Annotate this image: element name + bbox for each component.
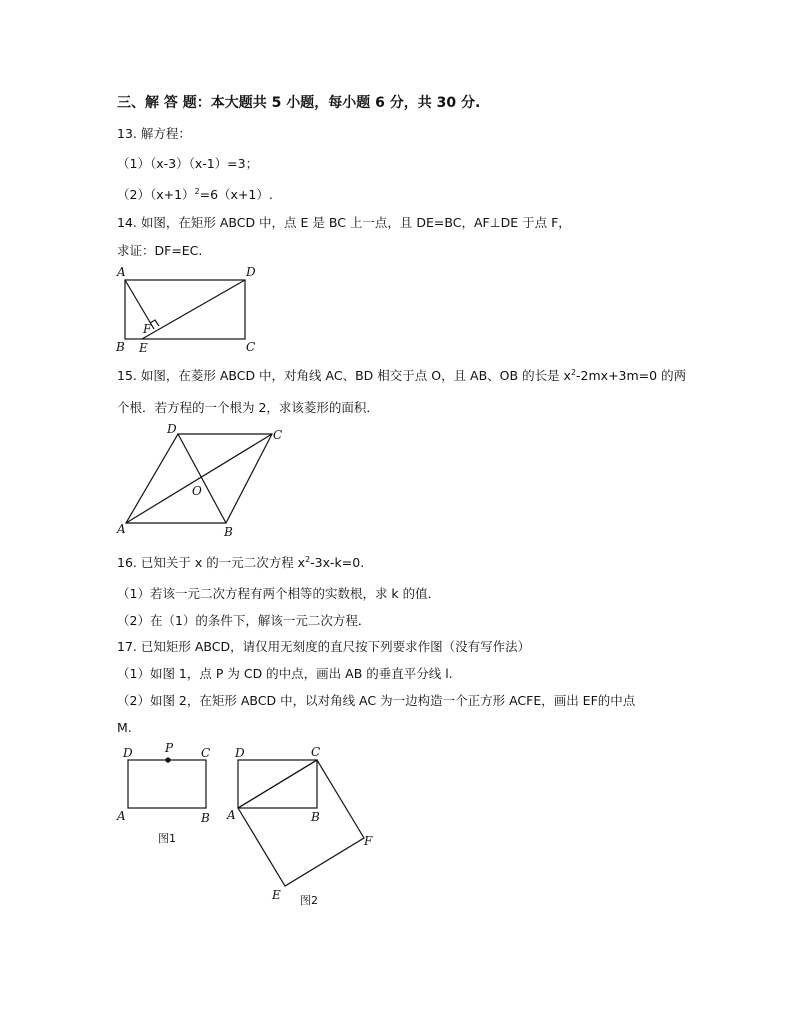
q17-part2: （2）如图 2，在矩形 ABCD 中，以对角线 AC 为一边构造一个正方形 ACFE，画出 EF的中点 <box>117 693 636 708</box>
q16-stem-post: -3x-k=0. <box>310 555 365 570</box>
q15-stem-post: -2mx+3m=0 的两 <box>576 368 687 383</box>
q16-part2: （2）在（1）的条件下，解该一元二次方程． <box>117 613 371 628</box>
q17-part1: （1）如图 1，点 P 为 CD 的中点，画出 AB 的垂直平分线 l. <box>117 666 453 681</box>
q14-label-f: F <box>143 322 152 336</box>
q13-part2-sup: 2 <box>194 186 200 196</box>
fig1-caption: 图1 <box>158 832 176 845</box>
q13-part1: （1）（x-3）（x-1）=3； <box>117 156 259 171</box>
fig2-caption: 图2 <box>300 894 318 907</box>
fig2-label-f: F <box>364 834 373 848</box>
q14-label-e: E <box>139 341 148 355</box>
fig1-label-a: A <box>117 809 126 823</box>
q15-stem-pre: 15. 如图，在菱形 ABCD 中，对角线 AC、BD 相交于点 O，且 AB、OB 的长是 x <box>117 368 571 383</box>
fig2-square-acfe <box>238 760 364 886</box>
q15-label-d: D <box>167 422 177 436</box>
fig1-label-b: B <box>201 811 210 825</box>
q13-part2-pre: （2）（x+1） <box>117 187 195 202</box>
q13-stem: 13. 解方程： <box>117 126 191 141</box>
q14-label-b: B <box>116 340 125 354</box>
fig2-label-c: C <box>311 745 321 759</box>
fig1-label-c: C <box>201 746 211 760</box>
section-title: 三、解 答 题：本大题共 5 小题，每小题 6 分，共 30 分. <box>117 95 481 111</box>
fig1-label-d: D <box>123 746 133 760</box>
q14-label-a: A <box>117 265 126 279</box>
q17-stem: 17. 已知矩形 ABCD，请仅用无刻度的直尺按下列要求作图（没有写作法） <box>117 639 531 654</box>
fig2-label-b: B <box>311 810 320 824</box>
q14-stem: 14. 如图，在矩形 ABCD 中，点 E 是 BC 上一点，且 DE=BC，AF⊥DE 于点 F， <box>117 215 571 230</box>
q15-label-c: C <box>273 428 283 442</box>
q17-part2-line2: M. <box>117 720 132 735</box>
q16-stem-sup: 2 <box>305 554 311 564</box>
q14-label-d: D <box>246 265 256 279</box>
q15-label-o: O <box>192 484 202 498</box>
q16-stem-pre: 16. 已知关于 x 的一元二次方程 x <box>117 555 306 570</box>
q15-label-b: B <box>224 525 233 539</box>
fig2-label-a: A <box>227 808 236 822</box>
fig2-label-e: E <box>272 888 281 902</box>
q14-label-c: C <box>246 340 256 354</box>
q14-prove: 求证：DF=EC. <box>117 243 203 258</box>
q13-part2-post: =6（x+1）. <box>199 187 273 202</box>
fig2-label-d: D <box>235 746 245 760</box>
fig1-label-p: P <box>165 741 174 755</box>
q15-label-a: A <box>117 522 126 536</box>
q15-stem-line2: 个根．若方程的一个根为 2，求该菱形的面积． <box>117 400 379 415</box>
q15-stem-sup: 2 <box>570 367 577 377</box>
q16-part1: （1）若该一元二次方程有两个相等的实数根，求 k 的值． <box>117 586 441 601</box>
